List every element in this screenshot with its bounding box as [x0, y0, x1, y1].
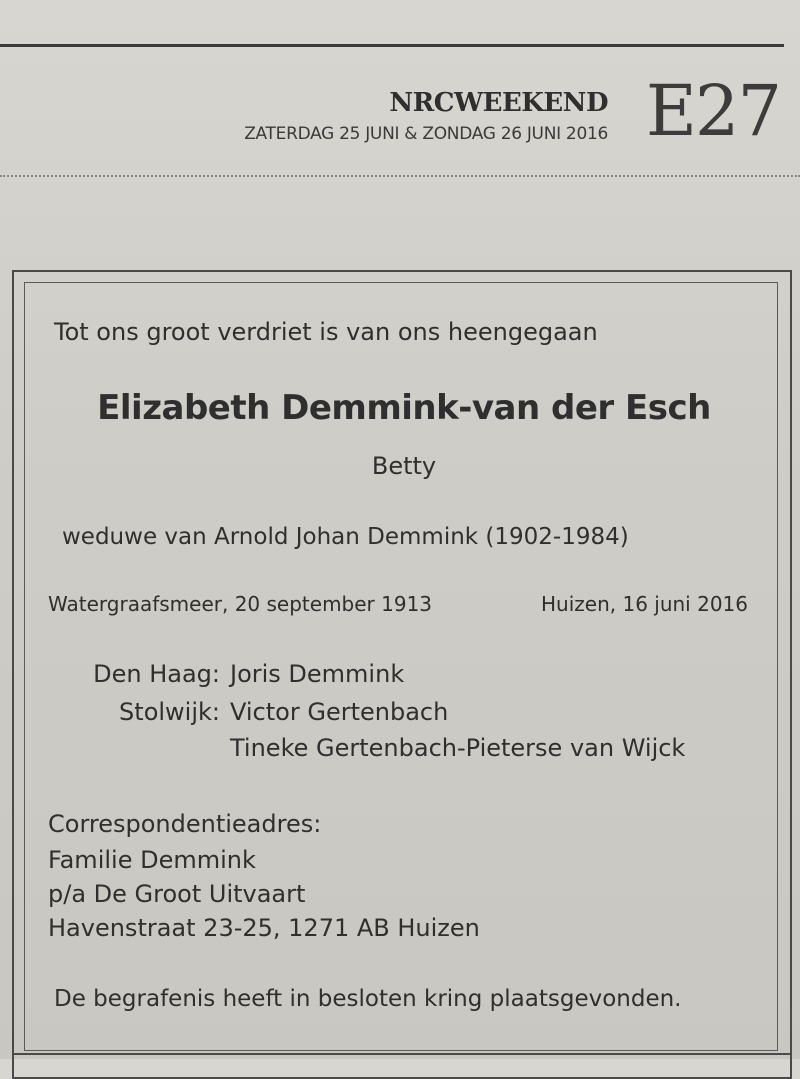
address-line: Familie Demmink: [48, 846, 256, 874]
brand-weekend: WEEKEND: [453, 88, 608, 118]
family-person: Victor Gertenbach: [230, 698, 449, 726]
brand-nrc: NRC: [389, 88, 454, 118]
bottom-rule: [12, 1053, 792, 1055]
deceased-nickname: Betty: [371, 452, 437, 480]
address-line: Havenstraat 23-25, 1271 AB Huizen: [48, 914, 480, 942]
family-place: Stolwijk:: [119, 698, 220, 726]
dotted-divider: [0, 175, 800, 177]
address-heading: Correspondentieadres:: [48, 810, 322, 838]
address-line: p/a De Groot Uitvaart: [48, 880, 306, 908]
page-number: E27: [645, 70, 780, 152]
widow-of-line: weduwe van Arnold Johan Demmink (1902-1984): [62, 524, 629, 550]
birth-place-date: Watergraafsmeer, 20 september 1913: [48, 592, 433, 616]
death-place-date: Huizen, 16 juni 2016: [541, 592, 748, 616]
deceased-name: Elizabeth Demmink-van der Esch: [97, 388, 711, 428]
masthead: [244, 88, 608, 144]
top-rule: [0, 44, 784, 47]
family-place: Den Haag:: [93, 660, 220, 688]
notice-intro: Tot ons groot verdriet is van ons heengegaan: [54, 318, 598, 346]
closing-line: De begrafenis heeft in besloten kring plaatsgevonden.: [54, 986, 682, 1012]
family-person: Tineke Gertenbach-Pieterse van Wijck: [230, 734, 686, 762]
newspaper-brand: [244, 88, 608, 118]
family-person: Joris Demmink: [230, 660, 405, 688]
issue-date: ZATERDAG 25 JUNI & ZONDAG 26 JUNI 2016: [244, 124, 608, 144]
